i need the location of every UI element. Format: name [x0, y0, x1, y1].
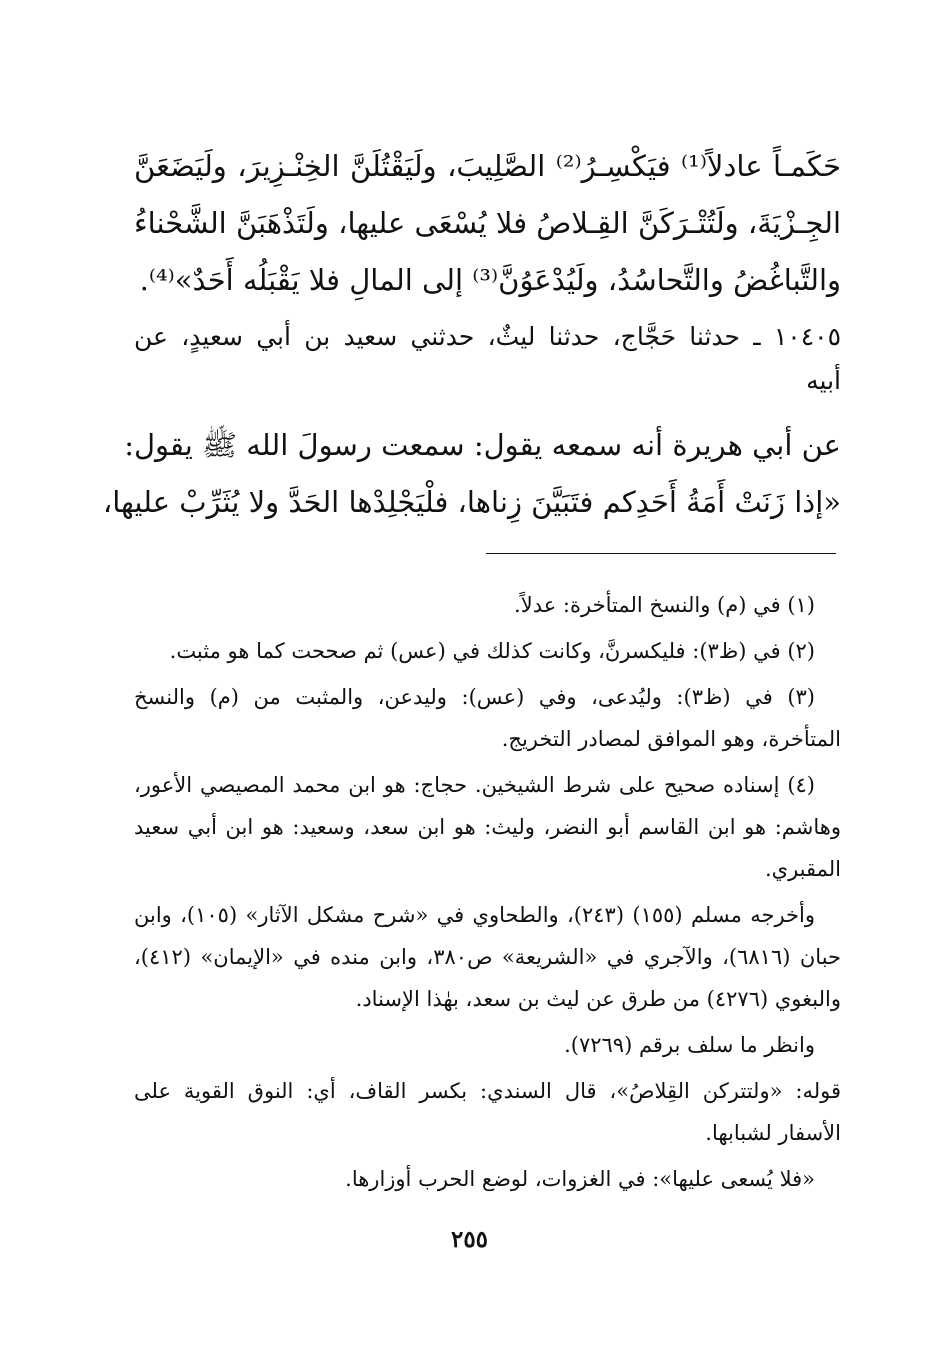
footnotes-block: [134, 584, 841, 1204]
page-number: ٢٥٥: [450, 1226, 489, 1253]
footnote-4: (٤) إسناده صحيح على شرط الشيخين. حجاج: هو ابن محمد المصيصي الأعور، وهاشم: هو ابن القاسم أبو النضر، وليث: هو ابن سعد، وسعيد: هو ابن أبي سعيد المقبري.: [134, 773, 841, 881]
hadith-text-line-1: عن أبي هريرة أنه سمعه يقول: سمعت رسولَ الله ﷺ يقول:: [124, 428, 841, 462]
main-text-line-3: والتَّباغُضُ والتَّحاسُدُ، ولَيُدْعَوُنَّ⁽³⁾ إلى المالِ فلا يَقْبَلُه أَحَدٌ»⁽⁴⁾.: [139, 263, 841, 297]
main-text-line-2: الجِـزْيَةَ، ولَتُتْـرَكَنَّ القِـلاصُ فلا يُسْعَى عليها، ولَتَذْهَبَنَّ الشَّحْناءُ: [134, 206, 841, 240]
footnote-4-takhrij: وأخرجه مسلم (١٥٥) (٢٤٣)، والطحاوي في «شرح مشكل الآثار» (١٠٥)، وابن حبان (٦٨١٦)، والآجري في «الشريعة» ص٣٨٠، وابن منده في «الإيمان» (٤١٢)، والبغوي (٤٢٧٦) من طرق عن ليث بن سعد، بهٰذا الإسناد.: [134, 903, 842, 1011]
footnote-4-explanation-2: «فلا يُسعى عليها»: في الغزوات، لوضع الحرب أوزارها.: [345, 1167, 815, 1191]
footnote-3: (٣) في (ظ٣): وليُدعى، وفي (عس): وليدعن، والمثبت من (م) والنسخ المتأخرة، وهو الموافق لمصادر التخريج.: [134, 685, 841, 751]
hadith-isnad-line-1: ١٠٤٠٥ ـ حدثنا حَجَّاج، حدثنا ليثٌ، حدثني سعيد بن أبي سعيدٍ، عن: [134, 322, 841, 351]
hadith-text-line-2: «إذا زَنَتْ أَمَةُ أَحَدِكم فتَبَيَّنَ زِناها، فلْيَجْلِدْها الحَدَّ ولا يُثَرِّبْ عليها،: [102, 485, 841, 519]
footnote-separator: [486, 553, 836, 554]
main-text-line-1: حَكَمـاً عادلاً⁽¹⁾ فيَكْسِـرُ⁽²⁾ الصَّلِيبَ، ولَيَقْتُلَنَّ الخِنْـزِيرَ، ولَيَضَعَنَّ: [134, 149, 841, 183]
hadith-isnad-line-2: أبيه: [806, 366, 841, 395]
footnote-4-explanation-1: قوله: «ولتتركن القِلاصُ»، قال السندي: بكسر القاف، أي: النوق القوية على الأسفار لشبابها.: [134, 1079, 841, 1145]
footnote-4-see-also: وانظر ما سلف برقم (٧٢٦٩).: [564, 1033, 815, 1057]
footnote-2: (٢) في (ظ٣): فليكسرنَّ، وكانت كذلك في (عس) ثم صححت كما هو مثبت.: [169, 639, 815, 663]
main-text-block: [102, 138, 841, 531]
footnote-1: (١) في (م) والنسخ المتأخرة: عدلاً.: [514, 593, 815, 617]
